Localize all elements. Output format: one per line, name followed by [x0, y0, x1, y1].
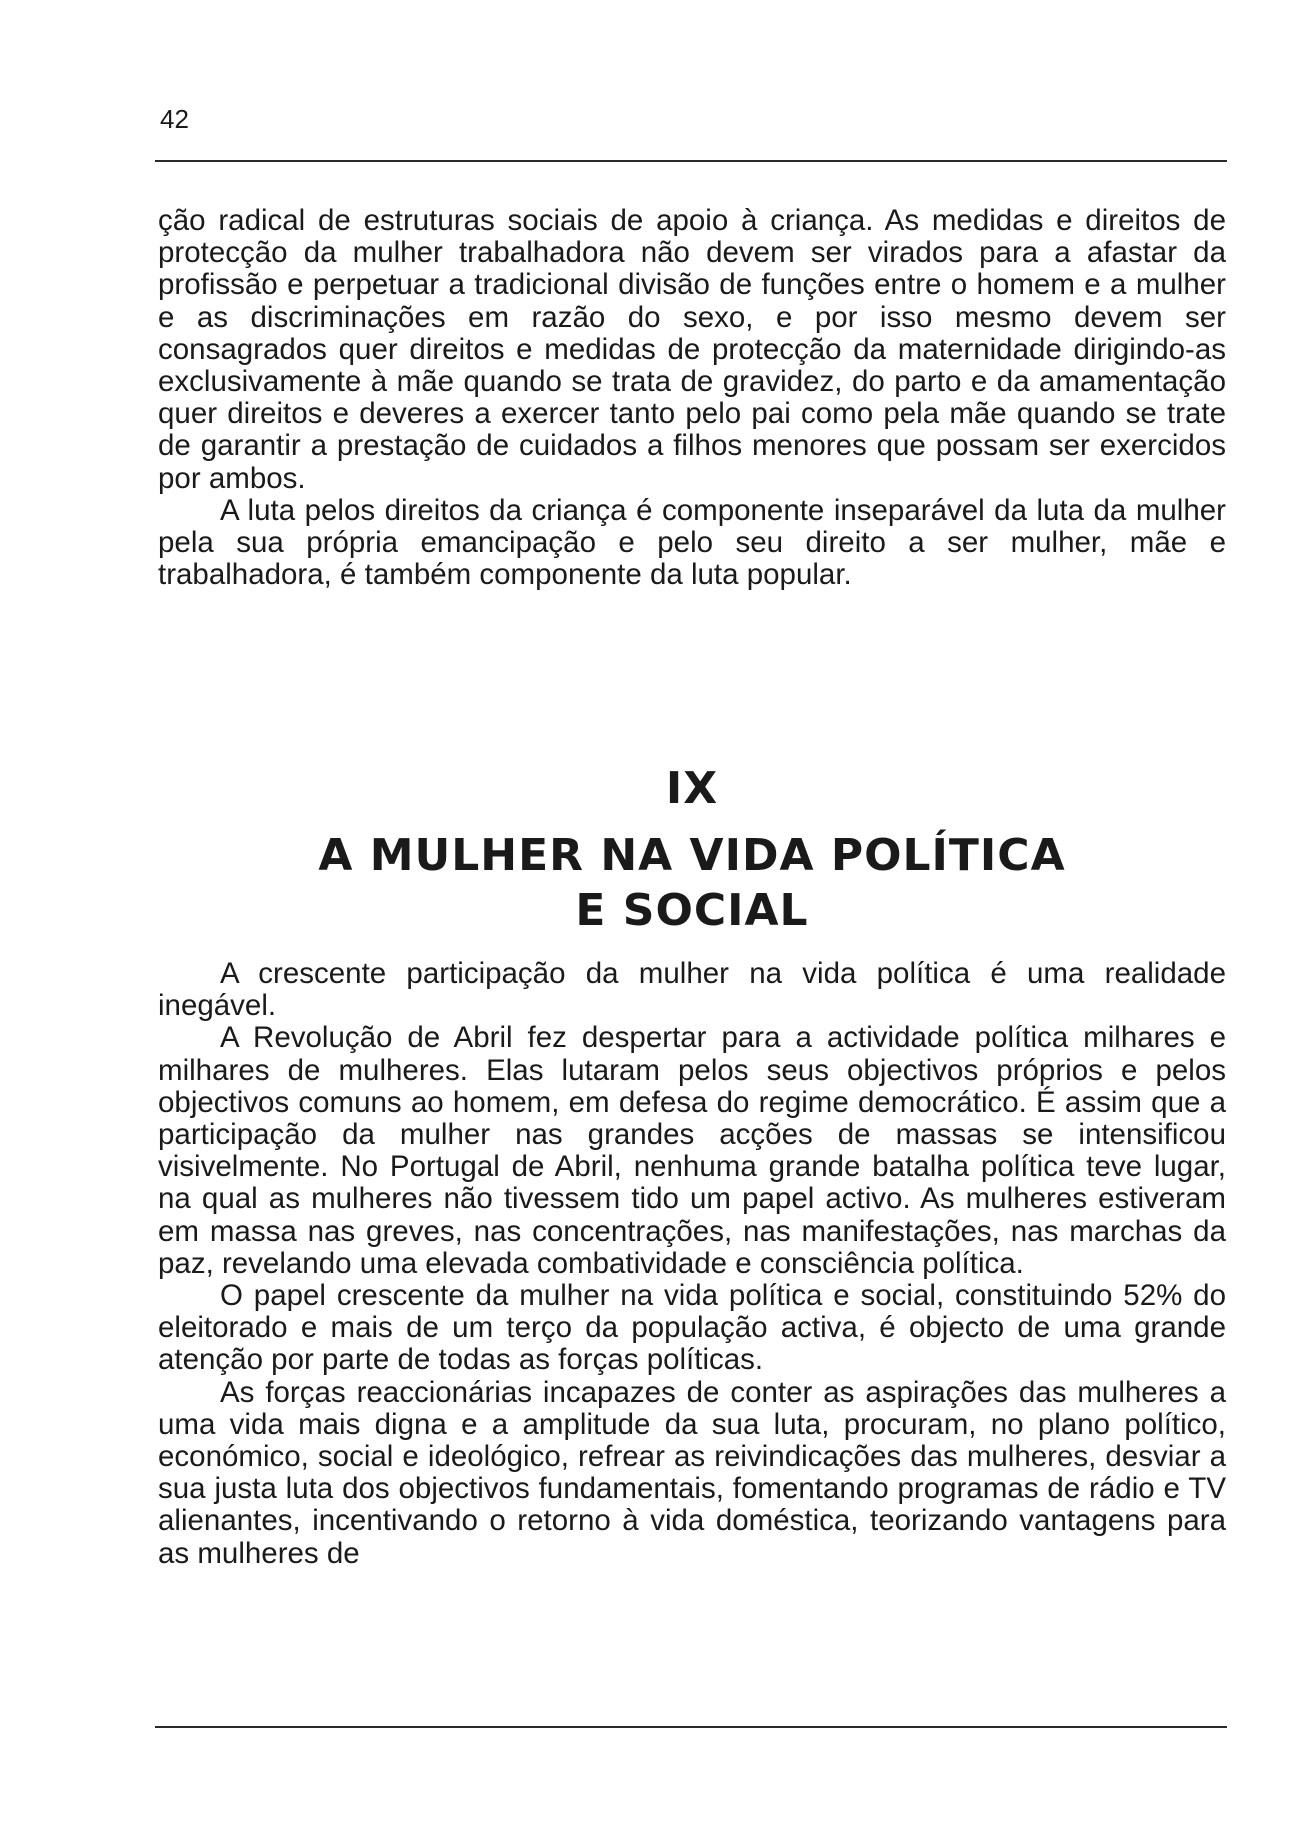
top-text-block — [158, 205, 1226, 591]
bottom-text-block — [158, 958, 1226, 1570]
paragraph: As forças reaccionárias incapazes de conter as aspirações das mulheres a uma vida mais digna e a amplitude da sua luta, procuram, no plano político, económico, social e ideológico, refrear as reivindicações das mulheres, desviar a sua justa luta dos objectivos fundamentais, fomentando programas de rádio e TV alienantes, incentivando o retorno à vida doméstica, teorizando vantagens para as mulheres de — [158, 1375, 1226, 1570]
paragraph: A luta pelos direitos da criança é componente inseparável da luta da mulher pela sua própria emancipação e pelo seu direito a ser mulher, mãe e trabalhadora, é também componente da luta popular. — [158, 493, 1226, 592]
paragraph: O papel crescente da mulher na vida política e social, constituindo 52% do eleitorado e mais de um terço da população activa, é objecto de uma grande atenção por parte de todas as forças políticas. — [158, 1279, 1226, 1377]
paragraph: A Revolução de Abril fez despertar para a actividade política milhares e milhares de mulheres. Elas lutaram pelos seus objectivos próprios e pelos objectivos comuns ao homem, em defesa do regime democrático. É assim que a participação da mulher nas grandes acções de massas se intensificou visivelmente. No Portugal de Abril, nenhuma grande batalha política teve lugar, na qual as mulheres não tivessem tido um papel activo. As mulheres estiveram em massa nas greves, nas concentrações, nas manifestações, nas marchas da paz, revelando uma elevada combatividade e consciência política. — [158, 1021, 1226, 1280]
paragraph-continued: ção radical de estruturas sociais de apoio à criança. As medidas e direitos de protecção da mulher trabalhadora não devem ser virados para a afastar da profissão e perpetuar a tradicional divisão de funções entre o homem e a mulher e as discriminações em razão do sexo, e por isso mesmo devem ser consagrados quer direitos e medidas de protecção da maternidade dirigindo-as exclusivamente à mãe quando se trata de gravidez, do parto e da amamentação quer direitos e deveres a exercer tanto pelo pai como pela mãe quando se trate de garantir a prestação de cuidados a filhos menores que possam ser exercidos por ambos. — [158, 204, 1226, 495]
chapter-title-line-2: E SOCIAL — [575, 885, 809, 936]
header-rule — [155, 160, 1227, 162]
paragraph: A crescente participação da mulher na vida política é uma realidade inegável. — [158, 957, 1226, 1023]
chapter-title-line-1: A MULHER NA VIDA POLÍTICA — [318, 830, 1066, 881]
footer-rule — [155, 1726, 1227, 1728]
chapter-title — [158, 828, 1226, 938]
page-number: 42 — [160, 104, 189, 134]
chapter-number: IX — [665, 763, 719, 814]
